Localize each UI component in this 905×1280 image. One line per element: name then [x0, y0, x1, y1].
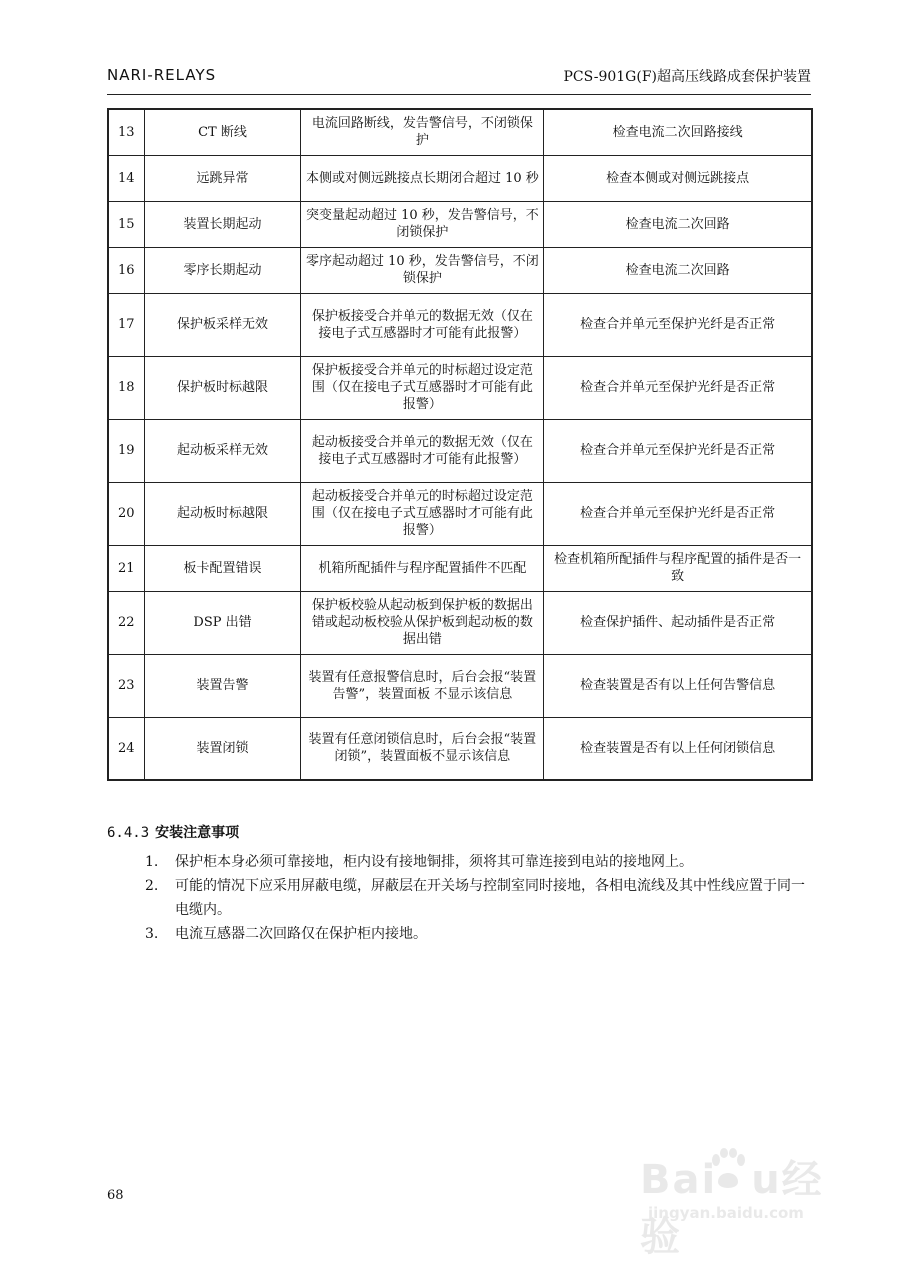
- fault-description-cell: 电流回路断线，发告警信号，不闭锁保护: [301, 109, 544, 155]
- list-item-number: 1.: [145, 854, 159, 870]
- fault-name-cell: CT 断线: [144, 109, 301, 155]
- list-item: [145, 922, 805, 946]
- fault-action-cell: 检查电流二次回路: [544, 247, 812, 293]
- watermark-logo: Bai u经验: [640, 1157, 824, 1260]
- row-number-cell: 24: [108, 717, 144, 780]
- section-number: 6.4.3: [107, 825, 150, 841]
- fault-name-cell: 装置长期起动: [144, 201, 301, 247]
- list-item-text: 可能的情况下应采用屏蔽电缆，屏蔽层在开关场与控制室同时接地，各相电流线及其中性线应置于同一电缆内。: [175, 878, 805, 918]
- fault-description-cell: 起动板接受合并单元的数据无效（仅在接电子式互感器时才可能有此报警）: [301, 419, 544, 482]
- fault-name-cell: 零序长期起动: [144, 247, 301, 293]
- fault-description-cell: 零序起动超过 10 秒，发告警信号，不闭锁保护: [301, 247, 544, 293]
- row-number-cell: 22: [108, 591, 144, 654]
- fault-action-cell: 检查合并单元至保护光纤是否正常: [544, 419, 812, 482]
- table-row: [108, 482, 812, 545]
- fault-action-cell: 检查本侧或对侧远跳接点: [544, 155, 812, 201]
- table-row: [108, 545, 812, 591]
- fault-name-cell: 装置闭锁: [144, 717, 301, 780]
- table-row: [108, 717, 812, 780]
- fault-action-cell: 检查装置是否有以上任何闭锁信息: [544, 717, 812, 780]
- list-item: [145, 874, 805, 922]
- fault-name-cell: DSP 出错: [144, 591, 301, 654]
- row-number-cell: 13: [108, 109, 144, 155]
- fault-action-cell: 检查保护插件、起动插件是否正常: [544, 591, 812, 654]
- fault-name-cell: 装置告警: [144, 654, 301, 717]
- fault-description-cell: 装置有任意报警信息时，后台会报“装置告警”，装置面板 不显示该信息: [301, 654, 544, 717]
- fault-description-cell: 保护板校验从起动板到保护板的数据出错或起动板校验从保护板到起动板的数据出错: [301, 591, 544, 654]
- fault-action-cell: 检查装置是否有以上任何告警信息: [544, 654, 812, 717]
- table-row: [108, 201, 812, 247]
- fault-name-cell: 板卡配置错误: [144, 545, 301, 591]
- table-row: [108, 356, 812, 419]
- table-row: [108, 419, 812, 482]
- row-number-cell: 14: [108, 155, 144, 201]
- fault-action-cell: 检查合并单元至保护光纤是否正常: [544, 356, 812, 419]
- fault-action-cell: 检查合并单元至保护光纤是否正常: [544, 293, 812, 356]
- fault-action-cell: 检查电流二次回路: [544, 201, 812, 247]
- fault-description-cell: 起动板接受合并单元的时标超过设定范围（仅在接电子式互感器时才可能有此报警）: [301, 482, 544, 545]
- row-number-cell: 21: [108, 545, 144, 591]
- section-title: 安装注意事项: [155, 825, 240, 841]
- fault-table-body: [108, 109, 812, 780]
- header-brand: NARI-RELAYS: [107, 66, 217, 84]
- fault-action-cell: 检查电流二次回路接线: [544, 109, 812, 155]
- table-row: [108, 109, 812, 155]
- fault-name-cell: 保护板采样无效: [144, 293, 301, 356]
- fault-table: [107, 108, 813, 781]
- fault-name-cell: 起动板采样无效: [144, 419, 301, 482]
- row-number-cell: 23: [108, 654, 144, 717]
- header-doc-title: PCS-901G(F)超高压线路成套保护装置: [563, 69, 811, 85]
- table-row: [108, 247, 812, 293]
- install-notes-list: [145, 850, 805, 946]
- paw-icon: [710, 1148, 746, 1192]
- page-header: [107, 64, 811, 95]
- fault-description-cell: 机箱所配插件与程序配置插件不匹配: [301, 545, 544, 591]
- fault-description-cell: 保护板接受合并单元的数据无效（仅在接电子式互感器时才可能有此报警）: [301, 293, 544, 356]
- baidu-jingyan-watermark: [640, 1148, 840, 1260]
- table-row: [108, 155, 812, 201]
- fault-description-cell: 突变量起动超过 10 秒，发告警信号，不闭锁保护: [301, 201, 544, 247]
- row-number-cell: 15: [108, 201, 144, 247]
- fault-description-cell: 保护板接受合并单元的时标超过设定范围（仅在接电子式互感器时才可能有此报警）: [301, 356, 544, 419]
- page-number: 68: [107, 1188, 124, 1203]
- section-heading: [107, 822, 239, 842]
- fault-name-cell: 保护板时标越限: [144, 356, 301, 419]
- row-number-cell: 19: [108, 419, 144, 482]
- list-item-number: 2.: [145, 878, 159, 894]
- fault-description-cell: 装置有任意闭锁信息时，后台会报“装置闭锁”，装置面板不显示该信息: [301, 717, 544, 780]
- list-item-text: 保护柜本身必须可靠接地，柜内设有接地铜排，须将其可靠连接到电站的接地网上。: [175, 854, 693, 870]
- list-item-number: 3.: [145, 926, 159, 942]
- row-number-cell: 16: [108, 247, 144, 293]
- row-number-cell: 17: [108, 293, 144, 356]
- fault-action-cell: 检查机箱所配插件与程序配置的插件是否一致: [544, 545, 812, 591]
- table-row: [108, 293, 812, 356]
- row-number-cell: 18: [108, 356, 144, 419]
- fault-action-cell: 检查合并单元至保护光纤是否正常: [544, 482, 812, 545]
- row-number-cell: 20: [108, 482, 144, 545]
- fault-description-cell: 本侧或对侧远跳接点长期闭合超过 10 秒: [301, 155, 544, 201]
- list-item: [145, 850, 805, 874]
- table-row: [108, 591, 812, 654]
- list-item-text: 电流互感器二次回路仅在保护柜内接地。: [175, 926, 427, 942]
- table-row: [108, 654, 812, 717]
- fault-name-cell: 远跳异常: [144, 155, 301, 201]
- watermark-url: jingyan.baidu.com: [648, 1204, 804, 1222]
- fault-name-cell: 起动板时标越限: [144, 482, 301, 545]
